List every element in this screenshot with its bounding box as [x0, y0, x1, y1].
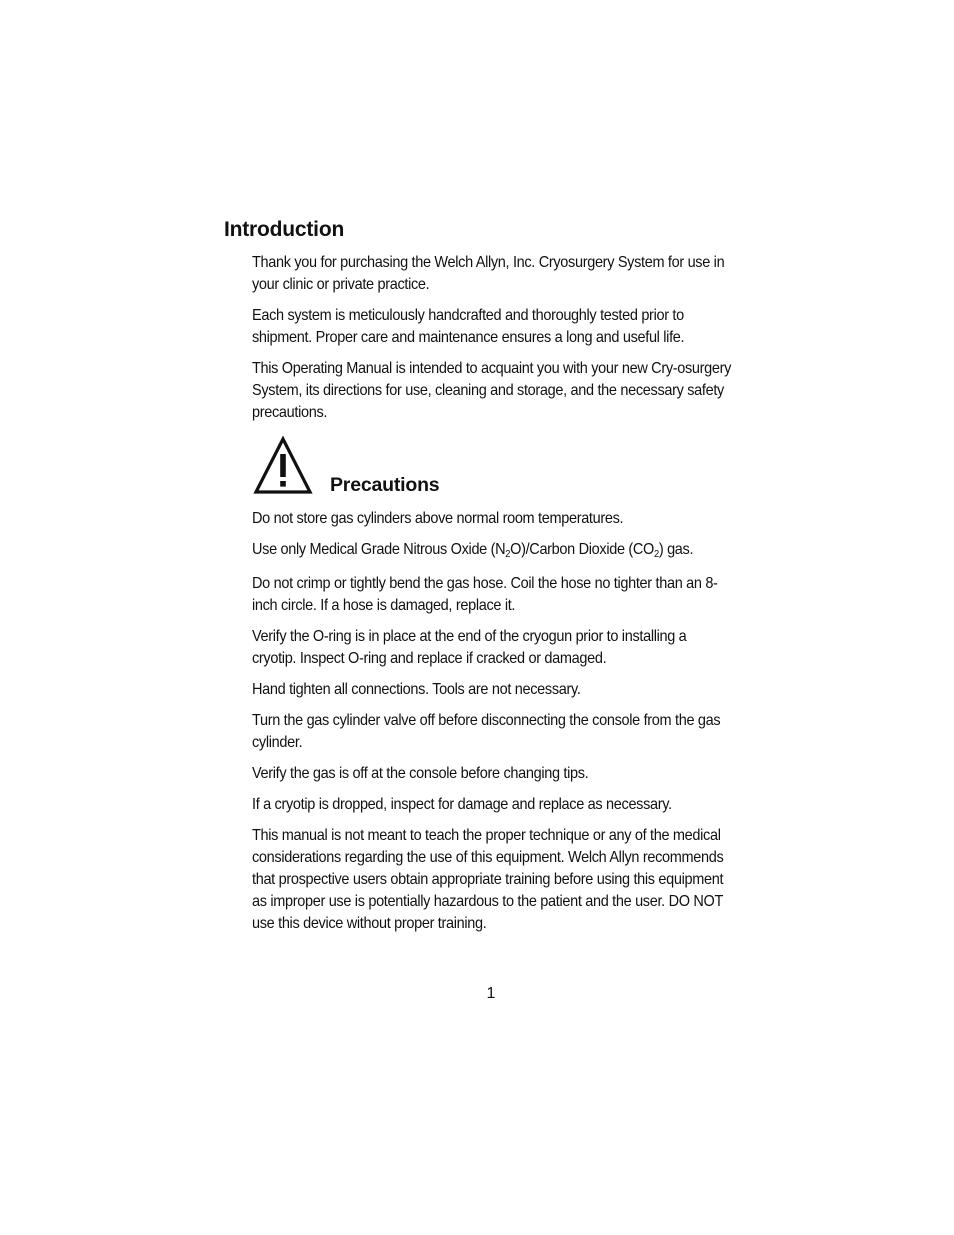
- page-number: 1: [486, 985, 496, 1002]
- intro-paragraph: Thank you for purchasing the Welch Allyn, Inc. Cryosurgery System for use in your clinic or private practice.: [252, 254, 725, 293]
- warning-triangle-icon: [253, 436, 313, 496]
- intro-paragraph: Each system is meticulously handcrafted and thoroughly tested prior to shipment. Proper care and maintenance ensures a long and useful life.: [252, 307, 685, 346]
- subscript: 2: [505, 549, 511, 560]
- precautions-heading: Precautions: [330, 474, 440, 496]
- precaution-item: Do not store gas cylinders above normal room temperatures.: [252, 510, 624, 527]
- gas-text-part: ) gas.: [658, 541, 694, 558]
- gas-text-part: O)/Carbon Dioxide (CO: [510, 541, 655, 558]
- precaution-item-gases: [252, 539, 732, 561]
- precaution-item: Hand tighten all connections. Tools are not necessary.: [252, 681, 581, 698]
- intro-paragraph: This Operating Manual is intended to acquaint you with your new Cry-osurgery System, its directions for use, cleaning and storage, and the necessary safety precautions.: [252, 360, 732, 421]
- precaution-item: Verify the gas is off at the console before changing tips.: [252, 765, 589, 782]
- precaution-item: Verify the O-ring is in place at the end of the cryogun prior to installing a cryotip. Inspect O-ring and replace if cracked or damaged.: [252, 628, 687, 667]
- subscript: 2: [654, 549, 659, 560]
- gas-text-part: Use only Medical Grade Nitrous Oxide (N: [252, 541, 506, 558]
- introduction-heading: Introduction: [224, 218, 345, 241]
- precaution-item: Do not crimp or tightly bend the gas hose. Coil the hose no tighter than an 8-inch circle. If a hose is damaged, replace it.: [252, 575, 718, 614]
- precaution-item: Turn the gas cylinder valve off before disconnecting the console from the gas cylinder.: [252, 712, 721, 751]
- precaution-item: This manual is not meant to teach the proper technique or any of the medical considerations regarding the use of this equipment. Welch Allyn recommends that prospective users obtain appropriate training before using this equipment as improper use is potentially hazardous to the patient and the user. DO NOT use this device without proper training.: [252, 827, 724, 932]
- introduction-body: [252, 252, 732, 433]
- precautions-list: [252, 508, 732, 944]
- precaution-item: If a cryotip is dropped, inspect for damage and replace as necessary.: [252, 796, 672, 813]
